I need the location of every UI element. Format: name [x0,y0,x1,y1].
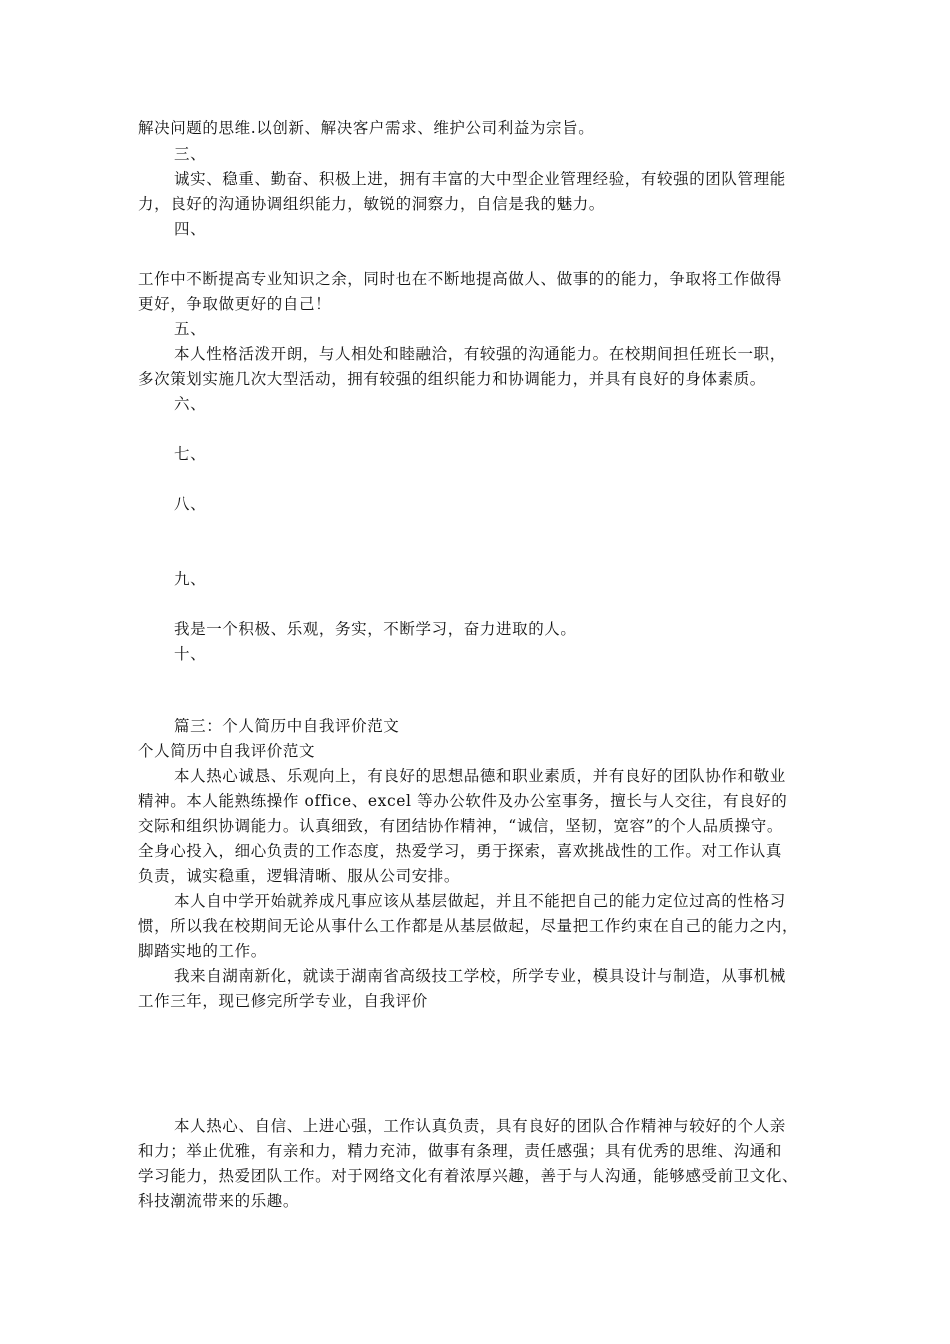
paragraph-line: 本人性格活泼开朗，与人相处和睦融洽，有较强的沟通能力。在校期间担任班长一职， [174,345,786,363]
paragraph-line: 我来自湖南新化，就读于湖南省高级技工学校，所学专业，模具设计与制造，从事机械 [174,967,786,985]
paragraph-line: 科技潮流带来的乐趣。 [138,1192,300,1210]
paragraph-line: 学习能力，热爱团队工作。对于网络文化有着浓厚兴趣，善于与人沟通，能够感受前卫文化、 [138,1167,799,1185]
paragraph-line: 多次策划实施几次大型活动，拥有较强的组织能力和协调能力，并具有良好的身体素质。 [138,370,766,388]
paragraph-line: 我是一个积极、乐观，务实，不断学习，奋力进取的人。 [174,620,577,638]
paragraph-line: 工作中不断提高专业知识之余，同时也在不断地提高做人、做事的的能力，争取将工作做得 [138,270,783,288]
paragraph-line: 工作三年，现已修完所学专业，自我评价 [138,992,428,1010]
paragraph-line: 脚踏实地的工作。 [138,942,267,960]
paragraph-line: 诚实、稳重、勤奋、积极上进，拥有丰富的大中型企业管理经验，有较强的团队管理能 [174,170,786,188]
paragraph-line: 解决问题的思维.以创新、解决客户需求、维护公司利益为宗旨。 [138,119,595,137]
paragraph-line: 和力；举止优雅，有亲和力，精力充沛，做事有条理，责任感强；具有优秀的思维、沟通和 [138,1142,783,1160]
section-number: 九、 [174,570,207,588]
section-number: 四、 [174,220,207,238]
paragraph-line: 负责，诚实稳重，逻辑清晰、服从公司安排。 [138,867,461,885]
paragraph-line: 本人热心、自信、上进心强，工作认真负责，具有良好的团队合作精神与较好的个人亲 [174,1117,786,1135]
paragraph-line: 交际和组织协调能力。认真细致，有团结协作精神，“诚信，坚韧，宽容”的个人品质操守。 [138,817,783,835]
paragraph-line: 惯，所以我在校期间无论从事什么工作都是从基层做起，尽量把工作约束在自己的能力之内， [138,917,799,935]
paragraph-line: 全身心投入，细心负责的工作态度，热爱学习，勇于探索，喜欢挑战性的工作。对工作认真 [138,842,783,860]
section-number: 十、 [174,645,207,663]
section-number: 五、 [174,320,207,338]
paragraph-line: 精神。本人能熟练操作 office、excel 等办公软件及办公室事务，擅长与人交往，有良好的 [138,792,788,810]
paragraph-line: 更好，争取做更好的自己！ [138,295,332,313]
chapter-heading: 篇三：个人简历中自我评价范文 [174,717,400,735]
article-title: 个人简历中自我评价范文 [138,742,316,760]
section-number: 八、 [174,495,207,513]
section-number: 三、 [174,145,207,163]
paragraph-line: 本人热心诚恳、乐观向上，有良好的思想品德和职业素质，并有良好的团队协作和敬业 [174,767,786,785]
section-number: 七、 [174,445,207,463]
paragraph-line: 力，良好的沟通协调组织能力，敏锐的洞察力，自信是我的魅力。 [138,195,605,213]
paragraph-line: 本人自中学开始就养成凡事应该从基层做起，并且不能把自己的能力定位过高的性格习 [174,892,786,910]
section-number: 六、 [174,395,207,413]
